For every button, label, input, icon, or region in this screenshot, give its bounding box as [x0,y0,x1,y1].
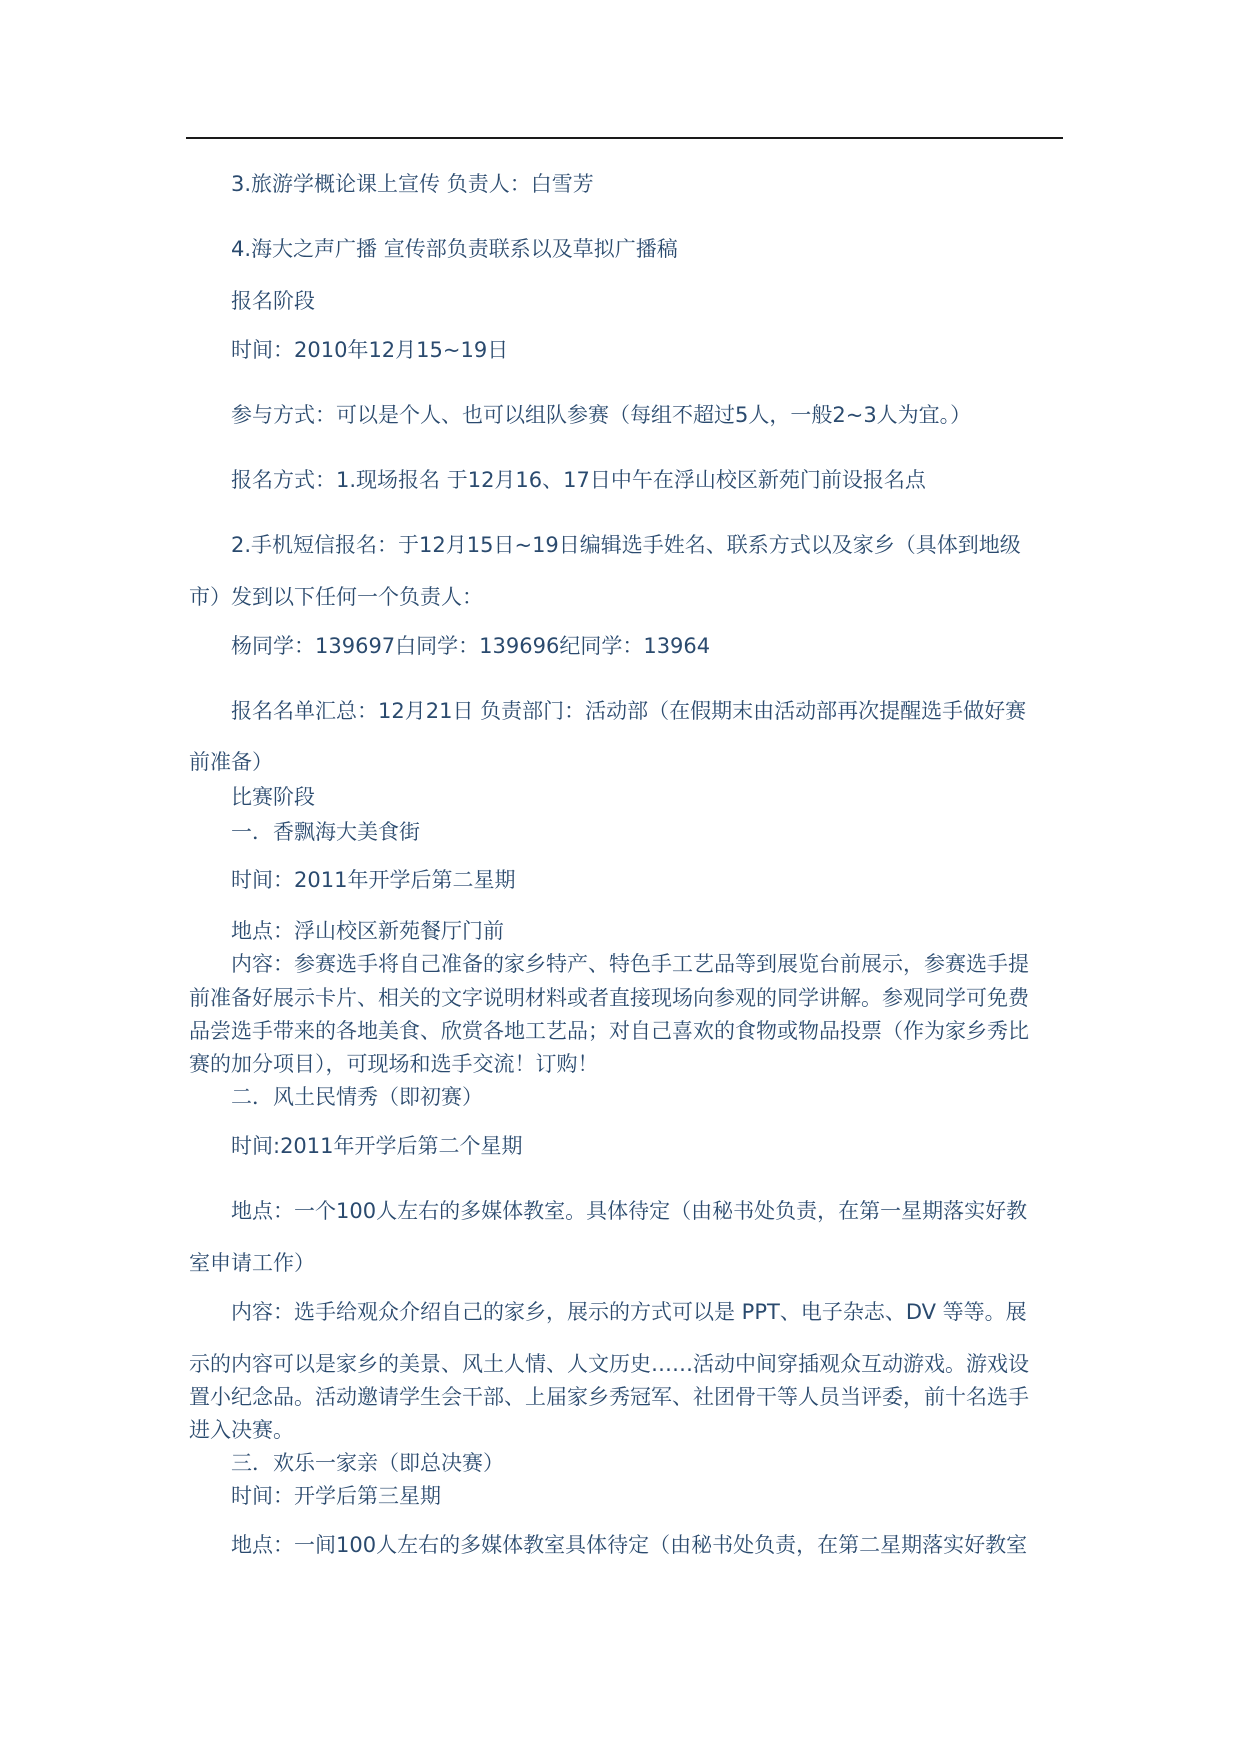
text-line: 前准备） [189,750,273,774]
text-line: 示的内容可以是家乡的美景、风土人情、人文历史……活动中间穿插观众互动游戏。游戏设 [189,1352,1029,1376]
subsection-heading: 一．香飘海大美食街 [231,820,420,844]
text-line: 赛的加分项目），可现场和选手交流！订购！ [189,1052,599,1076]
text-line: 品尝选手带来的各地美食、欣赏各地工艺品；对自己喜欢的食物或物品投票（作为家乡秀比 [189,1019,1029,1043]
text-line: 报名阶段 [231,289,315,313]
text-line: 4.海大之声广播 宣传部负责联系以及草拟广播稿 [231,237,678,261]
text-line: 内容：选手给观众介绍自己的家乡，展示的方式可以是 PPT、电子杂志、DV 等等。展 [231,1300,1027,1324]
subsection-heading: 二．风土民情秀（即初赛） [231,1085,483,1109]
text-line: 杨同学：139697白同学：139696纪同学：13964 [231,634,711,658]
text-line: 地点：浮山校区新苑餐厅门前 [231,919,504,943]
text-line: 进入决赛。 [189,1418,294,1442]
section-heading: 比赛阶段 [231,785,315,809]
text-line: 时间：开学后第三星期 [231,1484,441,1508]
header-rule [186,137,1063,139]
text-line: 室申请工作） [189,1251,315,1275]
text-line: 时间：2010年12月15~19日 [231,338,509,362]
text-line: 地点：一个100人左右的多媒体教室。具体待定（由秘书处负责，在第一星期落实好教 [231,1199,1028,1223]
text-line: 报名名单汇总：12月21日 负责部门：活动部（在假期末由活动部再次提醒选手做好赛 [231,699,1027,723]
text-line: 前准备好展示卡片、相关的文字说明材料或者直接现场向参观的同学讲解。参观同学可免费 [189,986,1029,1010]
text-line: 报名方式：1.现场报名 于12月16、17日中午在浮山校区新苑门前设报名点 [231,468,926,492]
text-line: 3.旅游学概论课上宣传 负责人：白雪芳 [231,172,594,196]
text-line: 时间:2011年开学后第二个星期 [231,1134,523,1158]
text-line: 内容：参赛选手将自己准备的家乡特产、特色手工艺品等到展览台前展示，参赛选手提 [231,952,1029,976]
text-line: 时间：2011年开学后第二星期 [231,868,516,892]
text-line: 地点：一间100人左右的多媒体教室具体待定（由秘书处负责，在第二星期落实好教室 [231,1533,1028,1557]
text-line: 参与方式：可以是个人、也可以组队参赛（每组不超过5人，一般2~3人为宜。） [231,403,972,427]
text-line: 市）发到以下任何一个负责人： [189,585,483,609]
subsection-heading: 三．欢乐一家亲（即总决赛） [231,1451,504,1475]
text-line: 置小纪念品。活动邀请学生会干部、上届家乡秀冠军、社团骨干等人员当评委，前十名选手 [189,1385,1029,1409]
text-line: 2.手机短信报名：于12月15日~19日编辑选手姓名、联系方式以及家乡（具体到地级 [231,533,1021,557]
